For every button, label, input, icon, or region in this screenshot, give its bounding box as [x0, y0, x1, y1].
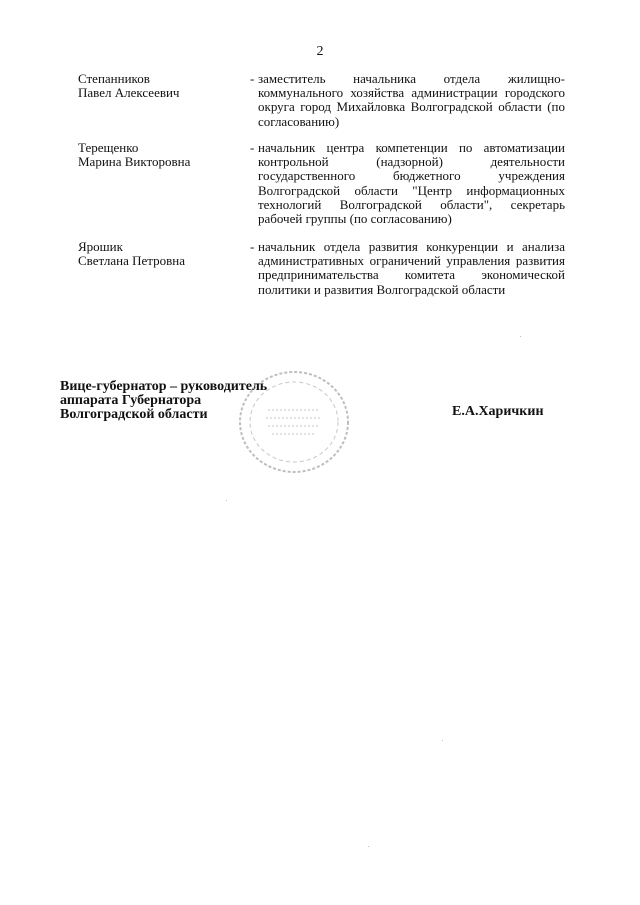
member-given-name: Марина Викторовна [78, 154, 191, 169]
member-given-name: Павел Алексеевич [78, 85, 180, 100]
member-name [78, 141, 238, 169]
member-dash: - [250, 71, 255, 86]
member-role: начальник отдела развития конкуренции и анализа административных ограничений управления развития предпринимательства комитета экономической политики и развития Волгоградской области [258, 239, 565, 297]
member-given-name: Светлана Петровна [78, 253, 185, 268]
member-role: начальник центра компетенции по автоматизации контрольной (надзорной) деятельности государственного бюджетного учреждения Волгоградской области "Центр информационных технологий Волгоградской области", секретарь рабочей группы (по согласованию) [258, 140, 565, 227]
page-number: 2 [316, 44, 324, 59]
scan-speck [226, 500, 227, 501]
signature-title-line: Волгоградской области [60, 407, 208, 422]
scan-speck [520, 336, 521, 337]
member-dash: - [250, 140, 255, 155]
member-name [78, 240, 238, 268]
signature-title-line: Вице-губернатор – руководитель [60, 379, 268, 394]
signer-name: Е.А.Харичкин [452, 404, 544, 419]
signature-title-line: аппарата Губернатора [60, 393, 202, 408]
member-surname: Ярошик [78, 239, 123, 254]
member-surname: Терещенко [78, 140, 139, 155]
member-surname: Степанников [78, 71, 150, 86]
scan-speck [442, 740, 443, 741]
signature-title [60, 380, 290, 422]
scan-speck [368, 846, 369, 847]
member-name [78, 72, 238, 100]
member-dash: - [250, 239, 255, 254]
member-role: заместитель начальника отдела жилищно-коммунального хозяйства администрации городского округа город Михайловка Волгоградской области (по согласованию) [258, 71, 565, 129]
